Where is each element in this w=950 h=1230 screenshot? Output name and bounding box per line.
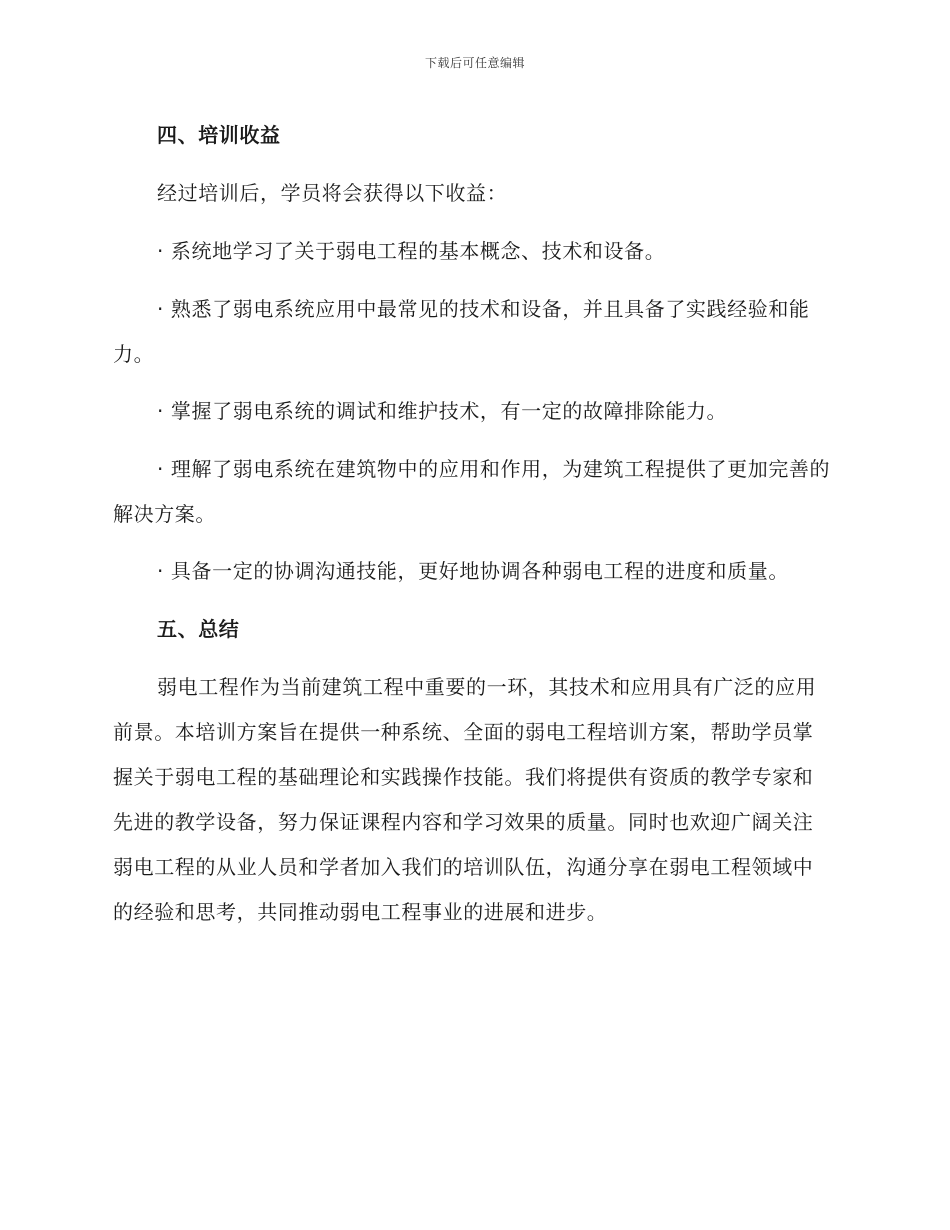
page-header-note: 下载后可任意编辑 xyxy=(424,56,525,70)
benefit-item: · 熟悉了弱电系统应用中最常见的技术和设备，并且具备了实践经验和能力。 xyxy=(113,297,810,366)
section-5-heading: 五、总结 xyxy=(157,617,240,641)
benefit-item: · 掌握了弱电系统的调试和维护技术，有一定的故障排除能力。 xyxy=(157,399,728,423)
benefit-item: · 具备一定的协调沟通技能，更好地协调各种弱电工程的进度和质量。 xyxy=(157,559,789,583)
section-4-heading: 四、培训收益 xyxy=(157,123,281,147)
document-body xyxy=(113,113,831,935)
benefit-item: · 理解了弱电系统在建筑物中的应用和作用，为建筑工程提供了更加完善的解决方案。 xyxy=(113,457,831,526)
section-4-intro: 经过培训后，学员将会获得以下收益： xyxy=(157,181,508,205)
benefit-item: · 系统地学习了关于弱电工程的基本概念、技术和设备。 xyxy=(157,239,666,263)
section-5-body: 弱电工程作为当前建筑工程中重要的一环，其技术和应用具有广泛的应用前景。本培训方案旨在提供一种系统、全面的弱电工程培训方案，帮助学员掌握关于弱电工程的基础理论和实践操作技能。我们将提供有资质的教学专家和先进的教学设备，努力保证课程内容和学习效果的质量。同时也欢迎广阔关注弱电工程的从业人员和学者加入我们的培训队伍，沟通分享在弱电工程领域中的经验和思考，共同推动弱电工程事业的进展和进步。 xyxy=(113,675,817,924)
